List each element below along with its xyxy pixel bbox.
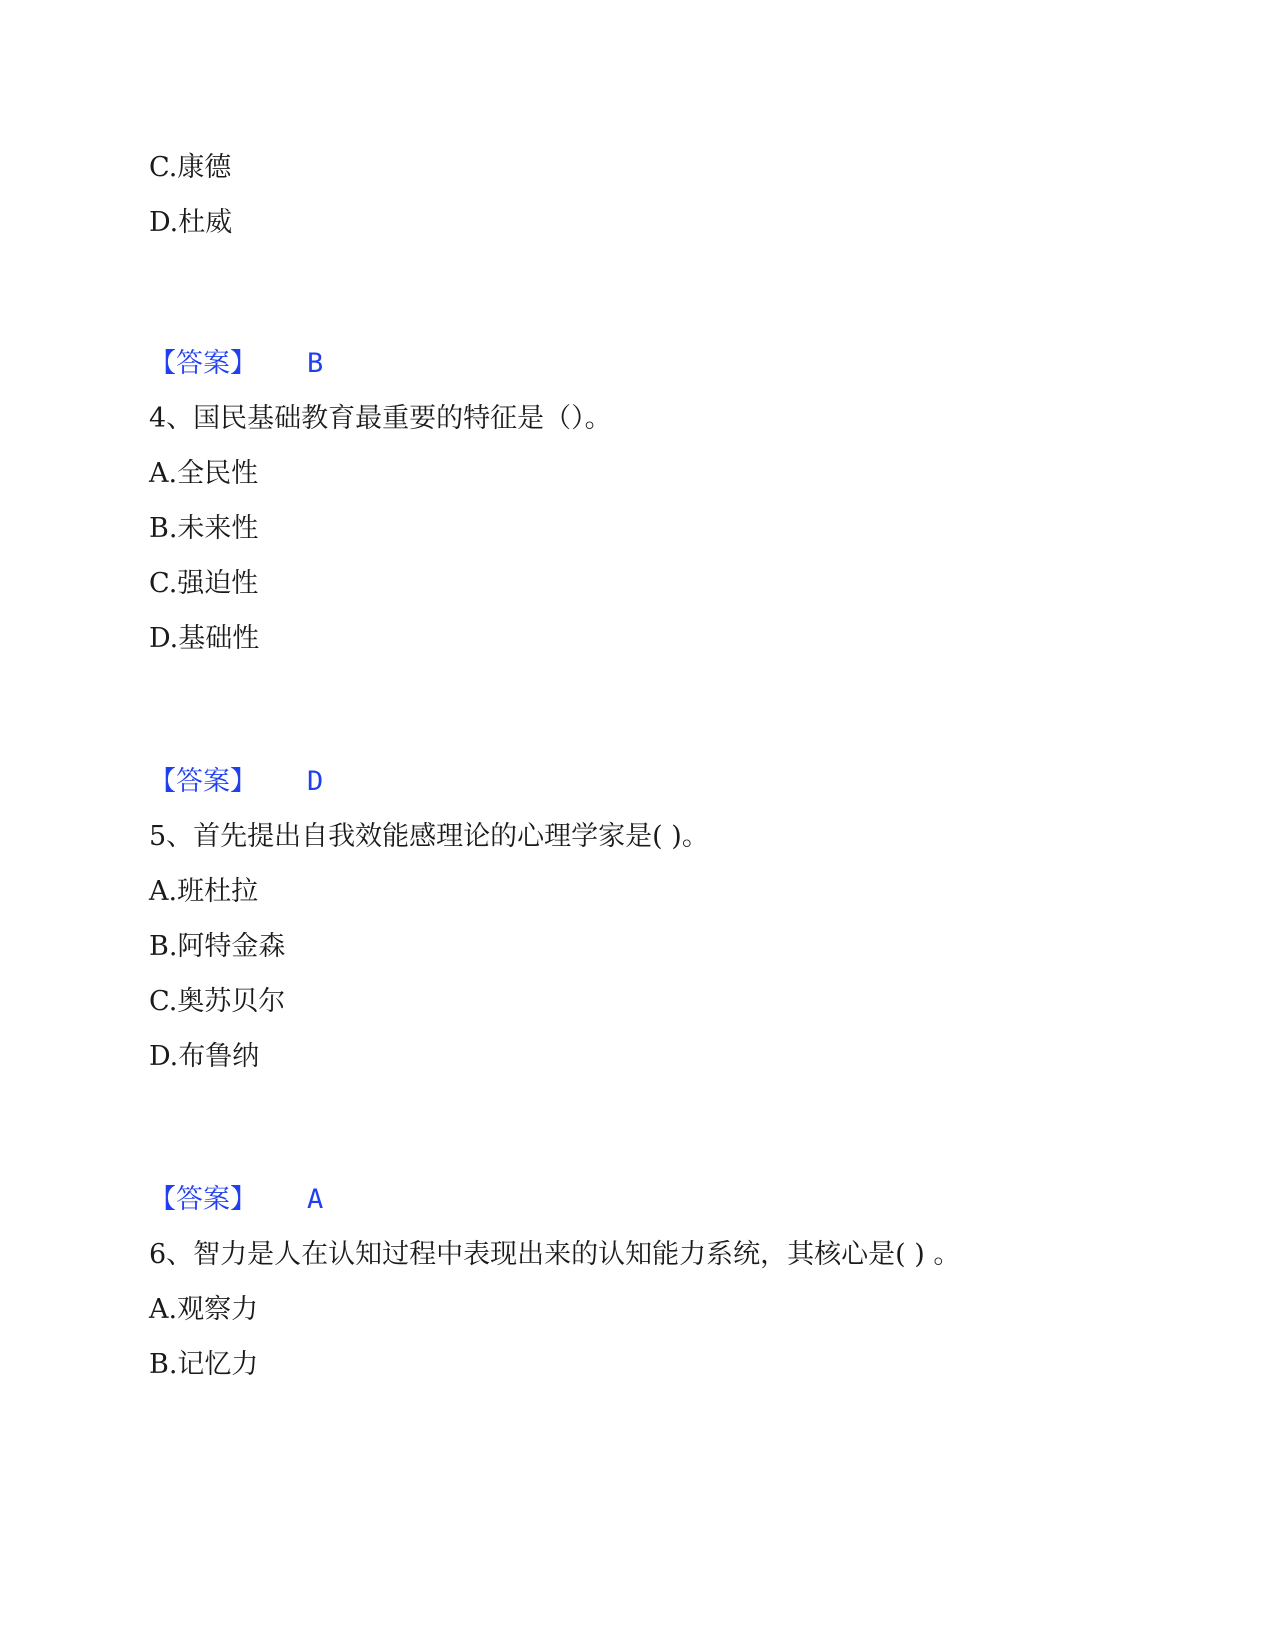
q5-option-c: C.奥苏贝尔 xyxy=(149,986,286,1017)
q4-option-b: B.未来性 xyxy=(149,513,259,544)
q4-option-d: D.基础性 xyxy=(149,623,260,654)
q5-answer-value: A xyxy=(307,1184,324,1215)
q6-option-b: B.记忆力 xyxy=(149,1349,259,1380)
q3-option-d: D.杜威 xyxy=(149,207,233,238)
q3-answer-label: 【答案】 xyxy=(149,348,257,379)
q4-option-c: C.强迫性 xyxy=(149,568,259,599)
q4-answer-label: 【答案】 xyxy=(149,766,257,797)
q3-answer-value: B xyxy=(307,348,324,379)
q4-option-a: A.全民性 xyxy=(149,458,259,489)
q3-option-c: C.康德 xyxy=(149,152,232,183)
q5-option-b: B.阿特金森 xyxy=(149,931,286,962)
q5-question: 5、首先提出自我效能感理论的心理学家是( )。 xyxy=(149,821,709,852)
q4-question: 4、国民基础教育最重要的特征是（）。 xyxy=(149,403,612,434)
q4-answer-value: D xyxy=(307,766,324,797)
q6-question: 6、智力是人在认知过程中表现出来的认知能力系统，其核心是( ) 。 xyxy=(149,1239,961,1270)
q5-answer-label: 【答案】 xyxy=(149,1184,257,1215)
q6-option-a: A.观察力 xyxy=(149,1294,259,1325)
q5-option-d: D.布鲁纳 xyxy=(149,1041,260,1072)
q5-option-a: A.班杜拉 xyxy=(149,876,259,907)
